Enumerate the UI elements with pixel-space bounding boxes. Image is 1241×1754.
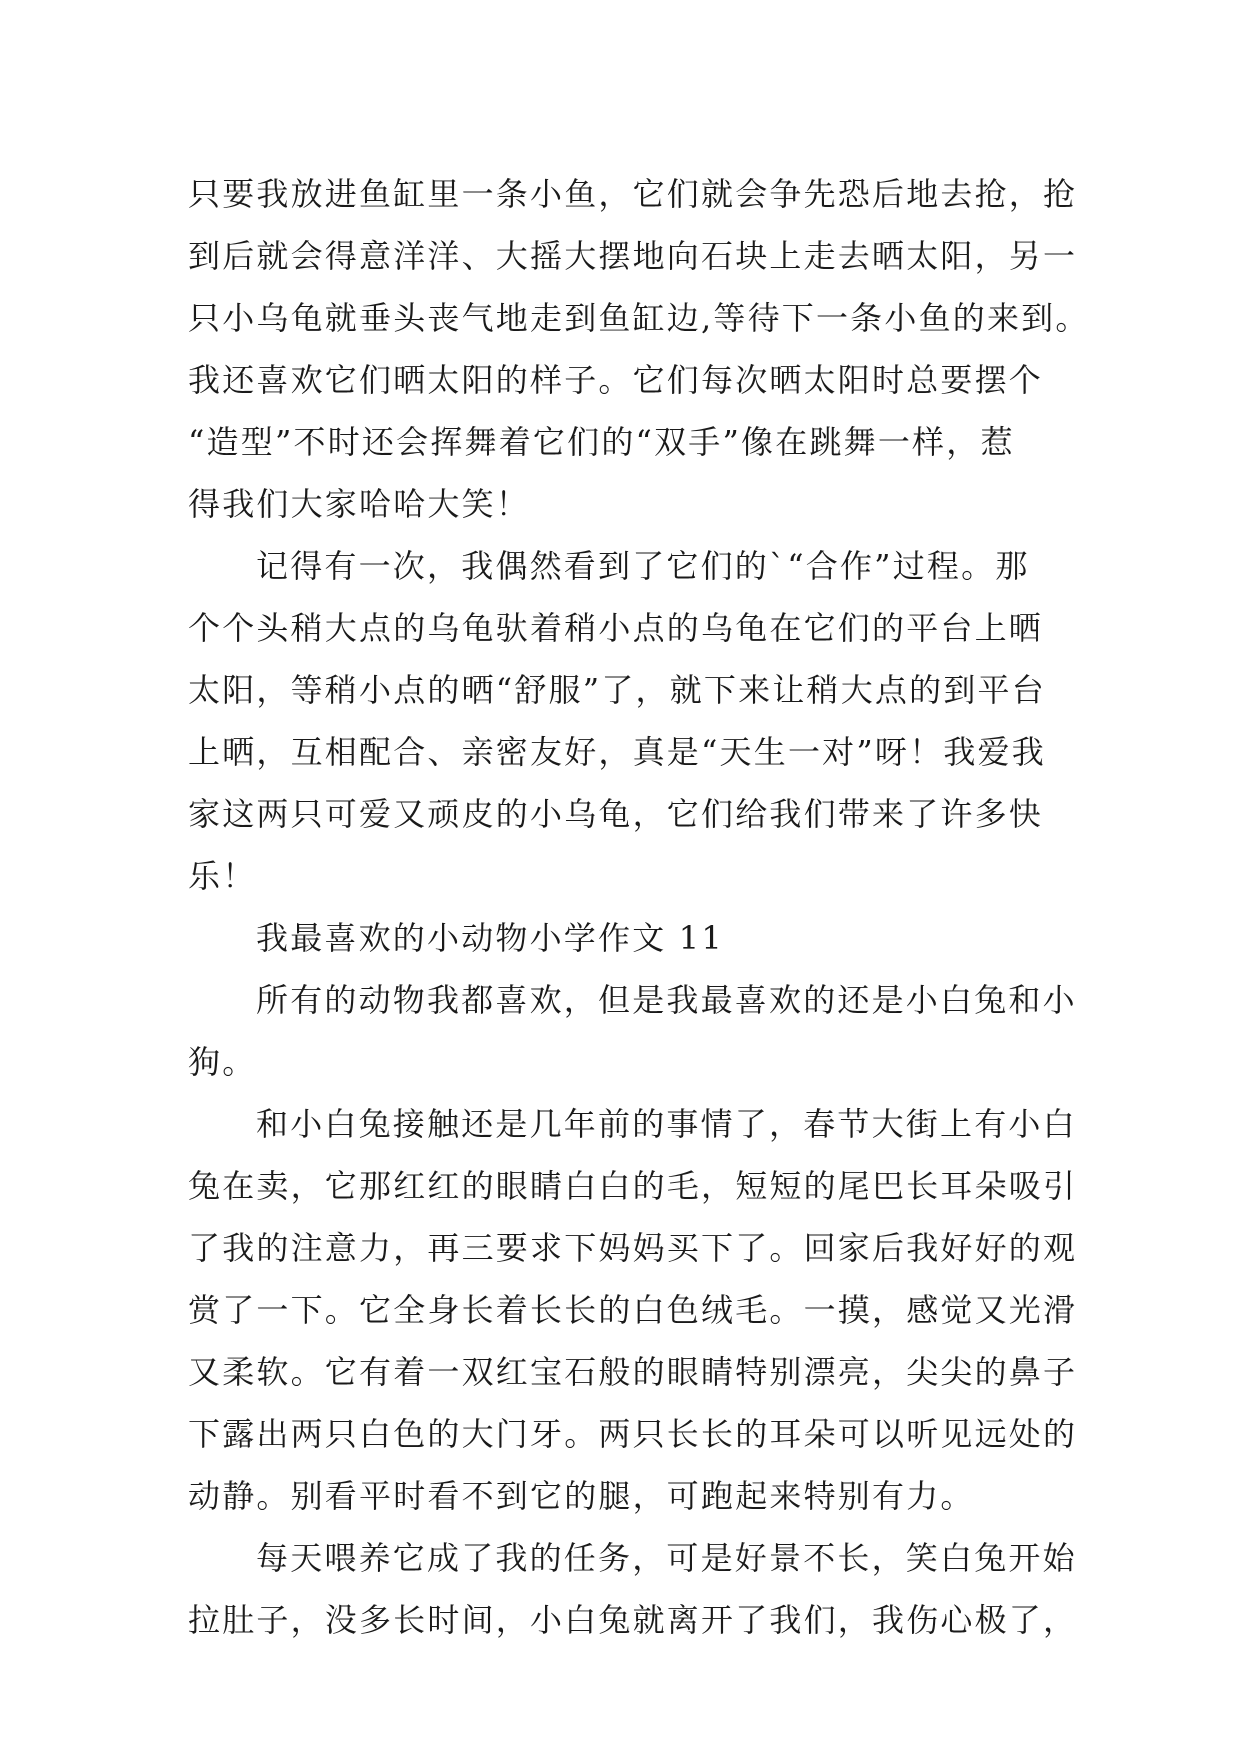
text-line: 狗。 (188, 1043, 257, 1081)
text-line: 乐！ (188, 857, 257, 895)
text-line: 兔在卖，它那红红的眼睛白白的毛，短短的尾巴长耳朵吸引 (188, 1167, 1078, 1205)
text-line: 到后就会得意洋洋、大摇大摆地向石块上走去晒太阳，另一 (188, 237, 1078, 275)
text-line: 所有的动物我都喜欢，但是我最喜欢的还是小白兔和小 (256, 981, 1077, 1019)
text-line: 记得有一次，我偶然看到了它们的`“合作”过程。那 (256, 547, 1030, 585)
text-line: 得我们大家哈哈大笑！ (188, 485, 531, 523)
text-line: 只要我放进鱼缸里一条小鱼，它们就会争先恐后地去抢，抢 (188, 175, 1078, 213)
text-line: 每天喂养它成了我的任务，可是好景不长，笑白兔开始 (256, 1539, 1077, 1577)
section-heading: 我最喜欢的小动物小学作文 11 (256, 919, 724, 957)
text-line: 家这两只可爱又顽皮的小乌龟，它们给我们带来了许多快 (188, 795, 1044, 833)
text-line: 个个头稍大点的乌龟驮着稍小点的乌龟在它们的平台上晒 (188, 609, 1044, 647)
text-line: 下露出两只白色的大门牙。两只长长的耳朵可以听见远处的 (188, 1415, 1078, 1453)
text-line: 动静。别看平时看不到它的腿，可跑起来特别有力。 (188, 1477, 975, 1515)
text-line: “造型”不时还会挥舞着它们的“双手”像在跳舞一样，惹 (188, 423, 1015, 461)
text-line: 赏了一下。它全身长着长长的白色绒毛。一摸，感觉又光滑 (188, 1291, 1078, 1329)
text-line: 我还喜欢它们晒太阳的样子。它们每次晒太阳时总要摆个 (188, 361, 1044, 399)
text-line: 上晒，互相配合、亲密友好，真是“天生一对”呀！我爱我 (188, 733, 1046, 771)
text-line: 只小乌龟就垂头丧气地走到鱼缸边,等待下一条小鱼的来到。 (188, 299, 1090, 337)
text-line: 拉肚子，没多长时间，小白兔就离开了我们，我伤心极了， (188, 1601, 1078, 1639)
text-line: 了我的注意力，再三要求下妈妈买下了。回家后我好好的观 (188, 1229, 1078, 1267)
text-line: 又柔软。它有着一双红宝石般的眼睛特别漂亮，尖尖的鼻子 (188, 1353, 1078, 1391)
text-line: 和小白兔接触还是几年前的事情了，春节大街上有小白 (256, 1105, 1077, 1143)
text-line: 太阳，等稍小点的晒“舒服”了，就下来让稍大点的到平台 (188, 671, 1046, 709)
document-body (188, 163, 1088, 1651)
